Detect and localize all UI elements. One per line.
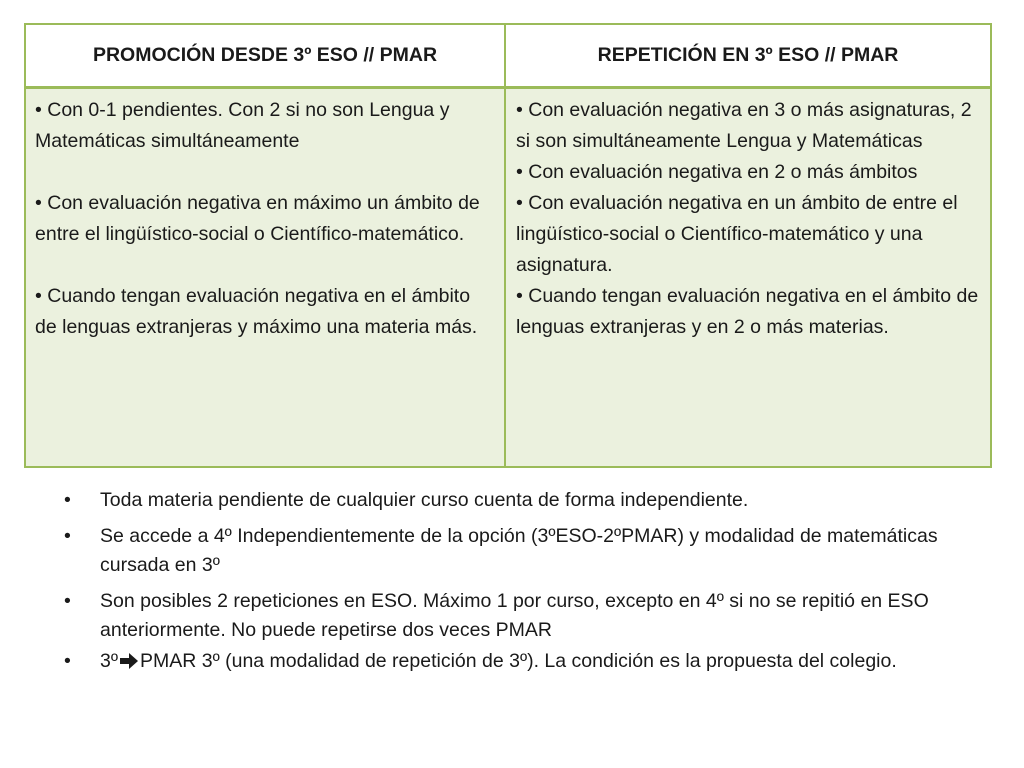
note-text: Se accede a 4º Independientemente de la opción (3ºESO-2ºPMAR) y modalidad de matemáticas cursada en 3º (100, 525, 938, 576)
repetition-item: • Cuando tengan evaluación negativa en el ámbito de lenguas extranjeras y en 2 o más materias. (516, 285, 979, 338)
repetition-cell (506, 89, 990, 466)
header-repetition: REPETICIÓN EN 3º ESO // PMAR (597, 44, 899, 66)
criteria-table (24, 23, 992, 468)
bullet: • (64, 650, 71, 672)
promotion-item: • Con 0-1 pendientes. Con 2 si no son Lengua y Matemáticas simultáneamente (35, 99, 450, 152)
notes-list (64, 486, 964, 676)
note-item (64, 522, 964, 580)
note-item (64, 486, 964, 515)
note-prefix: 3º (100, 650, 118, 672)
header-promotion: PROMOCIÓN DESDE 3º ESO // PMAR (26, 25, 506, 86)
note-item (64, 587, 964, 645)
bullet: • (64, 525, 71, 547)
promotion-cell (26, 89, 506, 466)
note-text: Son posibles 2 repeticiones en ESO. Máximo 1 por curso, excepto en 4º si no se repitió en ESO anteriormente. No puede repetirse dos veces PMAR (100, 590, 929, 641)
repetition-item: • Con evaluación negativa en 3 o más asignaturas, 2 si son simultáneamente Lengua y Matemáticas (516, 99, 972, 152)
promotion-item: • Cuando tengan evaluación negativa en el ámbito de lenguas extranjeras y máximo una materia más. (35, 285, 478, 338)
note-text: Toda materia pendiente de cualquier curso cuenta de forma independiente. (100, 489, 749, 511)
bullet: • (64, 489, 71, 511)
promotion-item: • Con evaluación negativa en máximo un ámbito de entre el lingüístico-social o Científico-matemático. (35, 192, 480, 245)
arrow-right-icon (119, 652, 139, 670)
table-body-row (26, 89, 990, 466)
table-header-row (26, 25, 990, 89)
repetition-item: • Con evaluación negativa en 2 o más ámbitos (516, 161, 918, 183)
note-text (100, 647, 964, 676)
note-suffix: PMAR 3º (una modalidad de repetición de 3º). La condición es la propuesta del colegio. (139, 650, 897, 672)
bullet: • (64, 590, 71, 612)
note-item (64, 647, 964, 676)
repetition-item: • Con evaluación negativa en un ámbito de entre el lingüístico-social o Científico-matemático y una asignatura. (516, 192, 958, 276)
